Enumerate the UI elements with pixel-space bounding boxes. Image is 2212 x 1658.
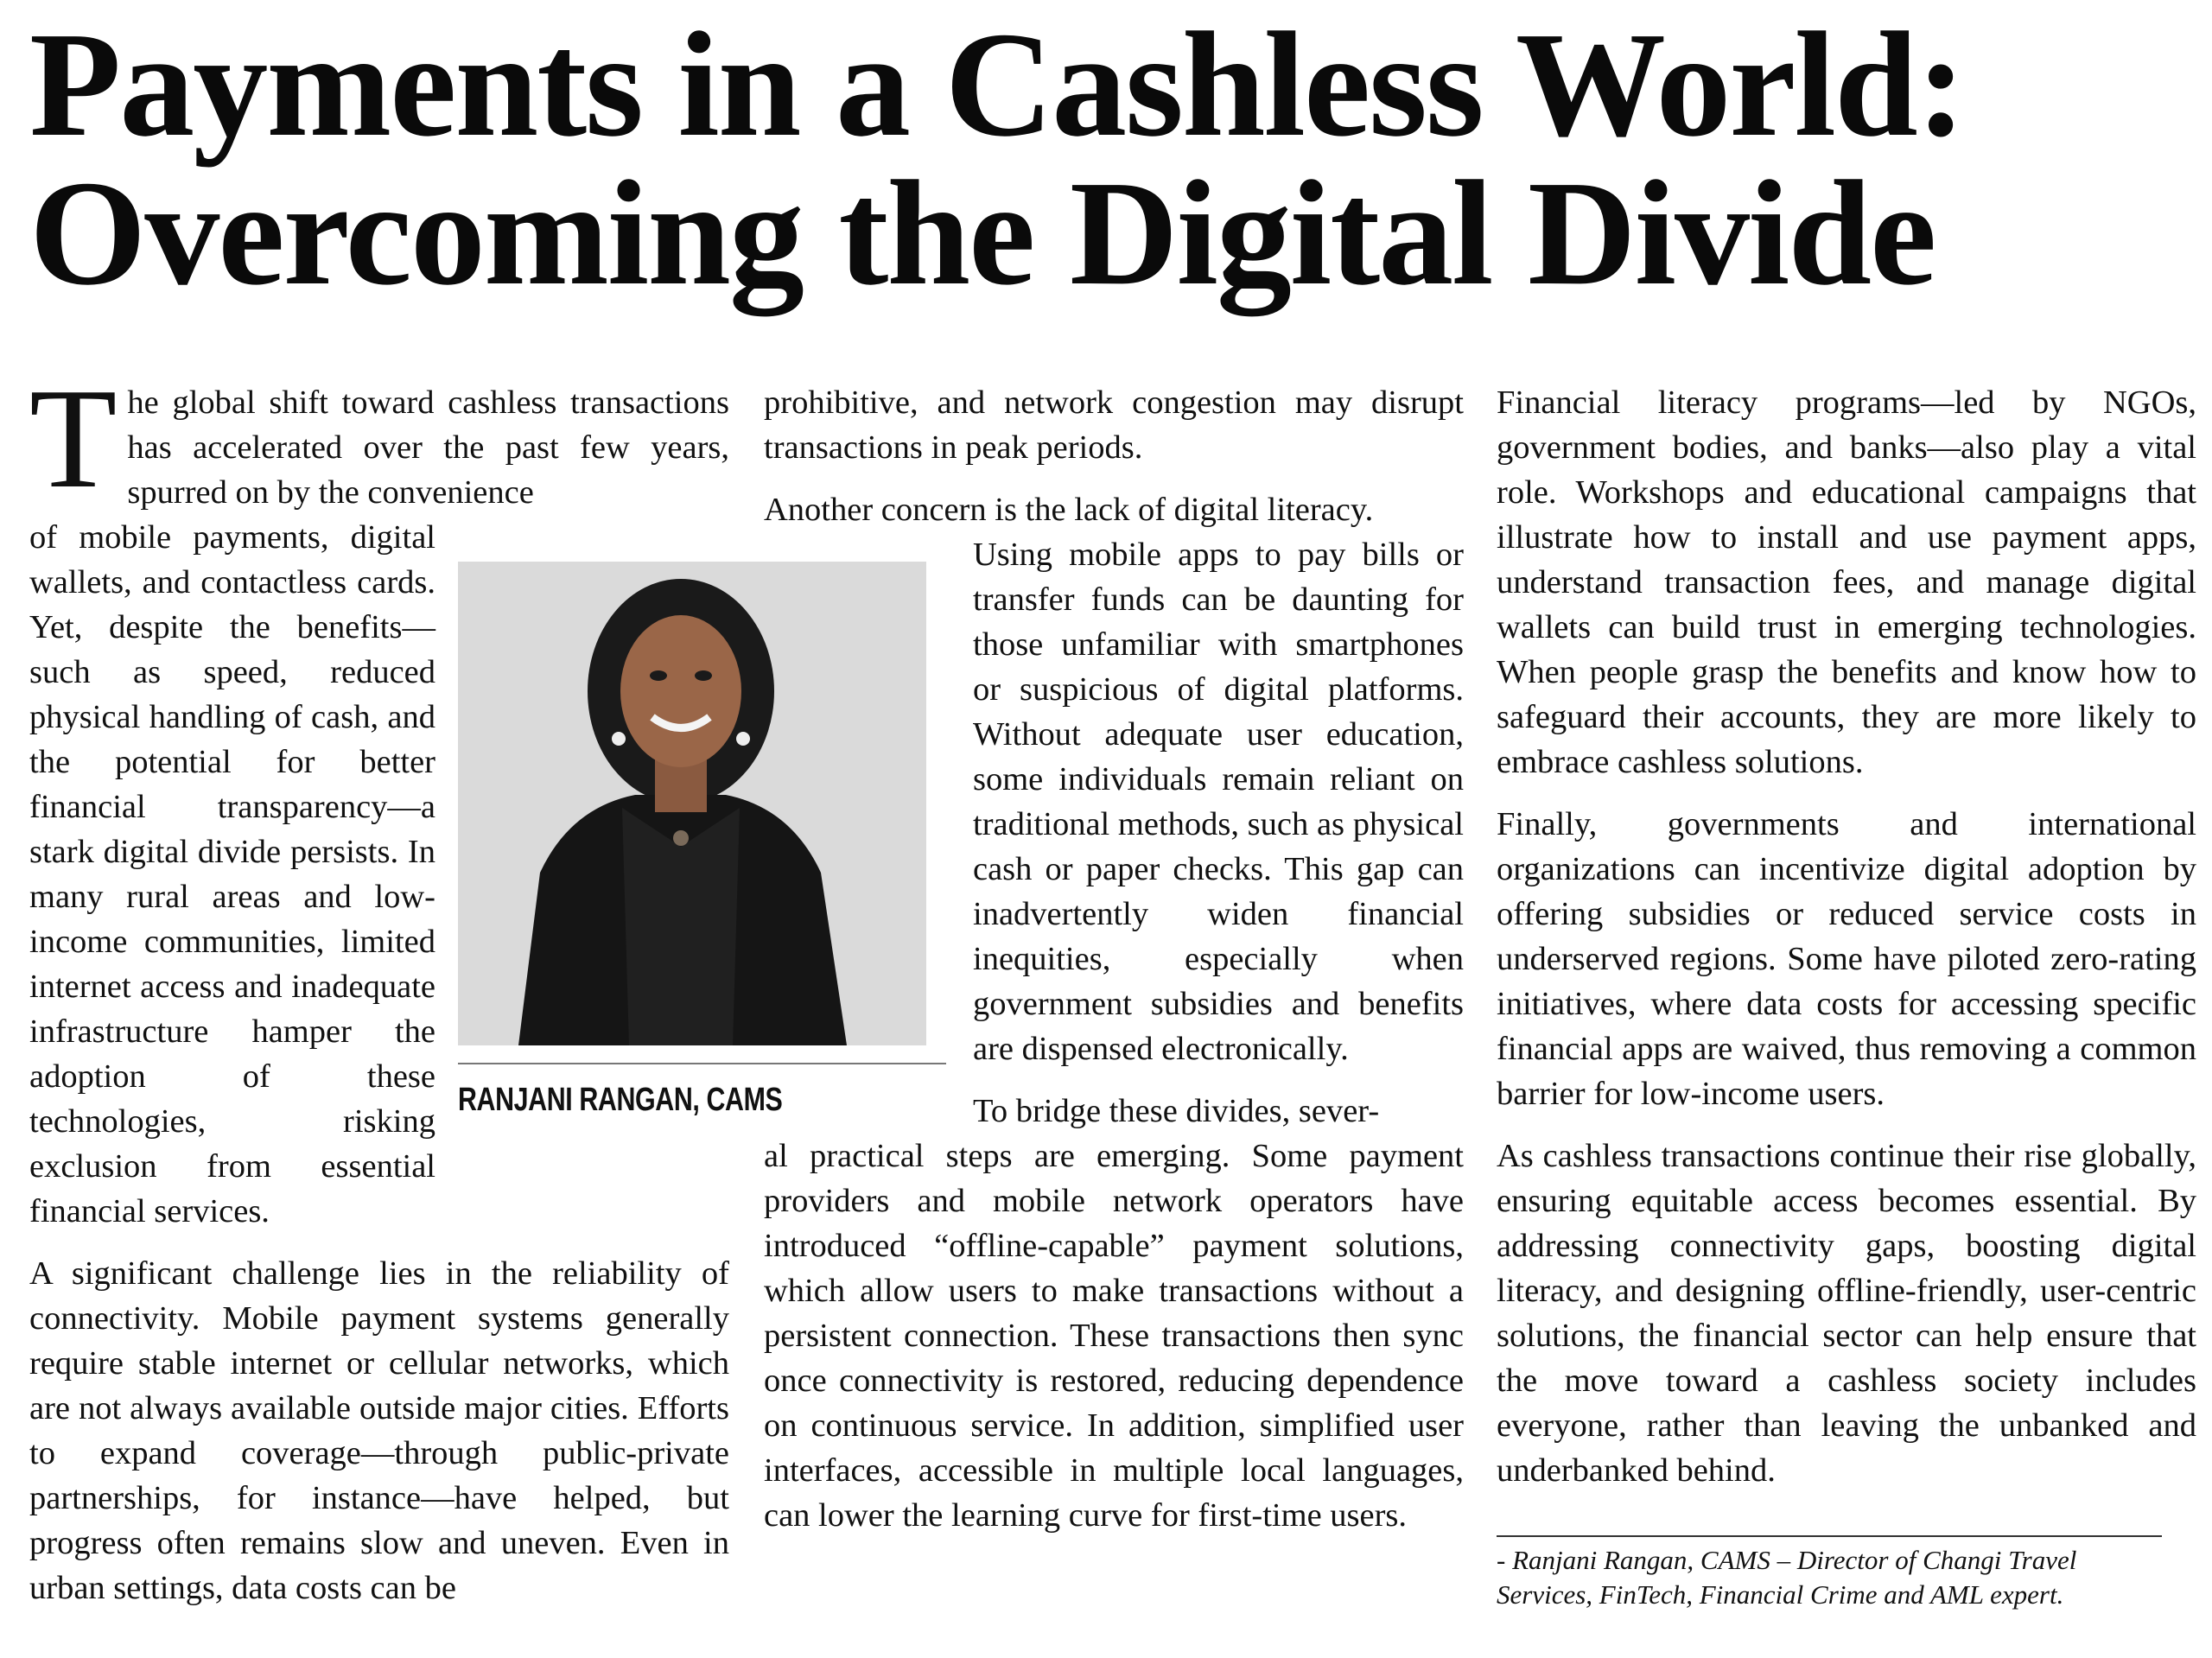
title-line-2: Overcoming the Digital Divide	[29, 149, 1936, 316]
paragraph: al practical steps are emerging. Some payment providers and mobile network operators have introduced “offline-capable” payment solutions, which allow users to make transactions without a persistent connection. These transactions then sync once connectivity is restored, reducing dependence on continuous service. In addition, simplified user interfaces, accessible in multiple local languages, can lower the learning curve for first-time users.	[764, 1138, 1464, 1534]
paragraph: Finally, governments and international organizations can incentivize digital adoption by offering subsidies or reduced service costs in underserved regions. Some have piloted zero-rating initiatives, where data costs for accessing specific financial apps are waived, thus removing a common barrier for low-income users.	[1497, 806, 2196, 1112]
drop-cap: T	[29, 359, 118, 518]
author-bio: - Ranjani Rangan, CAMS – Director of Changi Travel Services, FinTech, Financial Crime and AML expert.	[1497, 1545, 2077, 1610]
bio-divider	[1497, 1535, 2162, 1537]
paragraph: As cashless transactions continue their rise globally, ensuring equitable access becomes essential. By addressing connectivity gaps, boosting digital literacy, and designing offline-friendly, user-centric solutions, the financial sector can help ensure that the move toward a cashless society includes everyone, rather than leaving the unbanked and underbanked behind.	[1497, 1138, 2196, 1489]
paragraph: Financial literacy programs—led by NGOs, government bodies, and banks—also play a vital role. Workshops and educational campaigns that illustrate how to install and use payment apps, understand transaction fees, and manage digital wallets can build trust in emerging technologies. When people grasp the benefits and know how to safeguard their accounts, they are more likely to embrace cashless solutions.	[1497, 384, 2196, 780]
article-column-3	[1497, 380, 2196, 1493]
title-line-1: Payments in a Cashless World:	[29, 1, 1965, 168]
paragraph-text: he global shift toward cashless transactions has accelerated over the past few years, spurred on by the convenience	[127, 384, 729, 511]
article-column-2	[764, 380, 1464, 1538]
paragraph-text-narrow: of mobile payments, digital wallets, and contactless cards. Yet, despite the benefits—such as speed, reduced physical handling of cash, and the potential for better financial transparency—a stark digital divide persists. In many rural areas and low-income communities, limited internet access and inadequate infrastructure hamper the adoption of these technologies, risking exclusion from essential financial services.	[29, 519, 435, 1229]
paragraph-text-narrow: To bridge these divides, sever-	[973, 1093, 1380, 1129]
paragraph-text-narrow: Using mobile apps to pay bills or transfer funds can be daunting for those unfamiliar with smartphones or suspicious of digital platforms. Without adequate user education, some individuals remain reliant on traditional methods, such as physical cash or paper checks. This gap can inadvertently widen financial inequities, especially when government subsidies and benefits are dispensed electronically.	[973, 537, 1464, 1067]
paragraph	[29, 359, 729, 518]
paragraph: A significant challenge lies in the reliability of connectivity. Mobile payment systems generally require stable internet or cellular networks, which are not always available outside major cities. Efforts to expand coverage—through public-private partnerships, for instance—have helped, but progress often remains slow and uneven. Even in urban settings, data costs can be	[29, 1255, 729, 1606]
photo-caption: RANJANI RANGAN, CAMS	[458, 1082, 783, 1118]
paragraph: prohibitive, and network congestion may disrupt transactions in peak periods.	[764, 384, 1464, 466]
paragraph-text: Another concern is the lack of digital literacy.	[764, 492, 1374, 528]
article-title	[29, 1, 2190, 316]
